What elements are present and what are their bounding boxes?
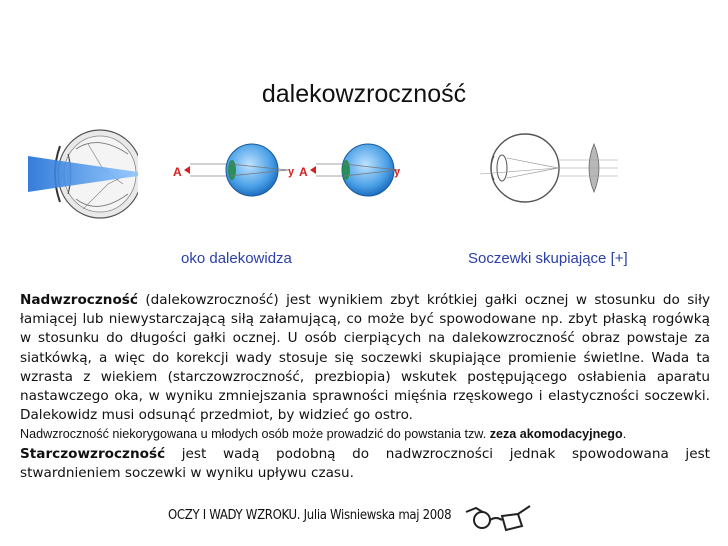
accommodative-note: Nadwzroczność niekorygowana u młodych osób może prowadzić do powstania tzw. zeza akomodacyjnego. xyxy=(20,427,627,442)
footer-credit: OCZY I WADY WZROKU. Julia Wisniewska maj 2008 xyxy=(168,508,452,523)
term-hyperopia: Nadwzroczność xyxy=(20,292,138,308)
term-accommodative-strabismus: zeza akomodacyjnego xyxy=(489,427,623,442)
svg-text:A: A xyxy=(299,165,308,179)
caption-converging-lenses: Soczewki skupiające [+] xyxy=(468,250,628,267)
hyperopic-eye-diagram xyxy=(170,140,310,200)
converging-lens-diagram xyxy=(460,128,620,208)
hyperopia-body: (dalekowzroczność) jest wynikiem zbyt krótkiej gałki ocznej w stosunku do siły łamiącej lub niewystarczającą siłą załamującą, co może być spowodowane np. zbyt płaską rogówką w stosunku do długości gałki ocznej. U osób cierpiących na dalekowzroczność obraz powstaje za siatkówką, a więc do korekcji wady stosuje się soczewki skupiające promienie świetlne. Wada ta wzrasta z wiekiem (starczowzroczność, prezbiopia) wskutek postępującego osłabienia aparatu nastawczego oka, w wyniku zmniejszania sprawności mięśnia rzęskowego i elastyczności soczewki. Dalekowidz musi odsunąć przedmiot, by widzieć go ostro. xyxy=(20,292,710,424)
page-title: dalekowzroczność xyxy=(261,80,467,108)
term-presbyopia: Starczowzroczność xyxy=(20,446,166,462)
presbyopia-body: jest wadą podobną do nadwzroczności jednak spowodowana jest stwardnieniem soczewki w wyniku upływu czasu. xyxy=(20,446,710,482)
svg-text:y: y xyxy=(288,166,295,178)
paragraph-hyperopia xyxy=(20,291,710,445)
svg-text:y: y xyxy=(394,166,401,178)
caption-hyperopic-eye: oko dalekowidza xyxy=(181,250,292,267)
hyperopic-eye-diagram xyxy=(296,140,436,200)
glasses-logo xyxy=(462,500,532,536)
eye-anatomy-illustration xyxy=(28,124,138,224)
paragraph-presbyopia xyxy=(20,445,710,483)
svg-text:A: A xyxy=(173,165,182,179)
